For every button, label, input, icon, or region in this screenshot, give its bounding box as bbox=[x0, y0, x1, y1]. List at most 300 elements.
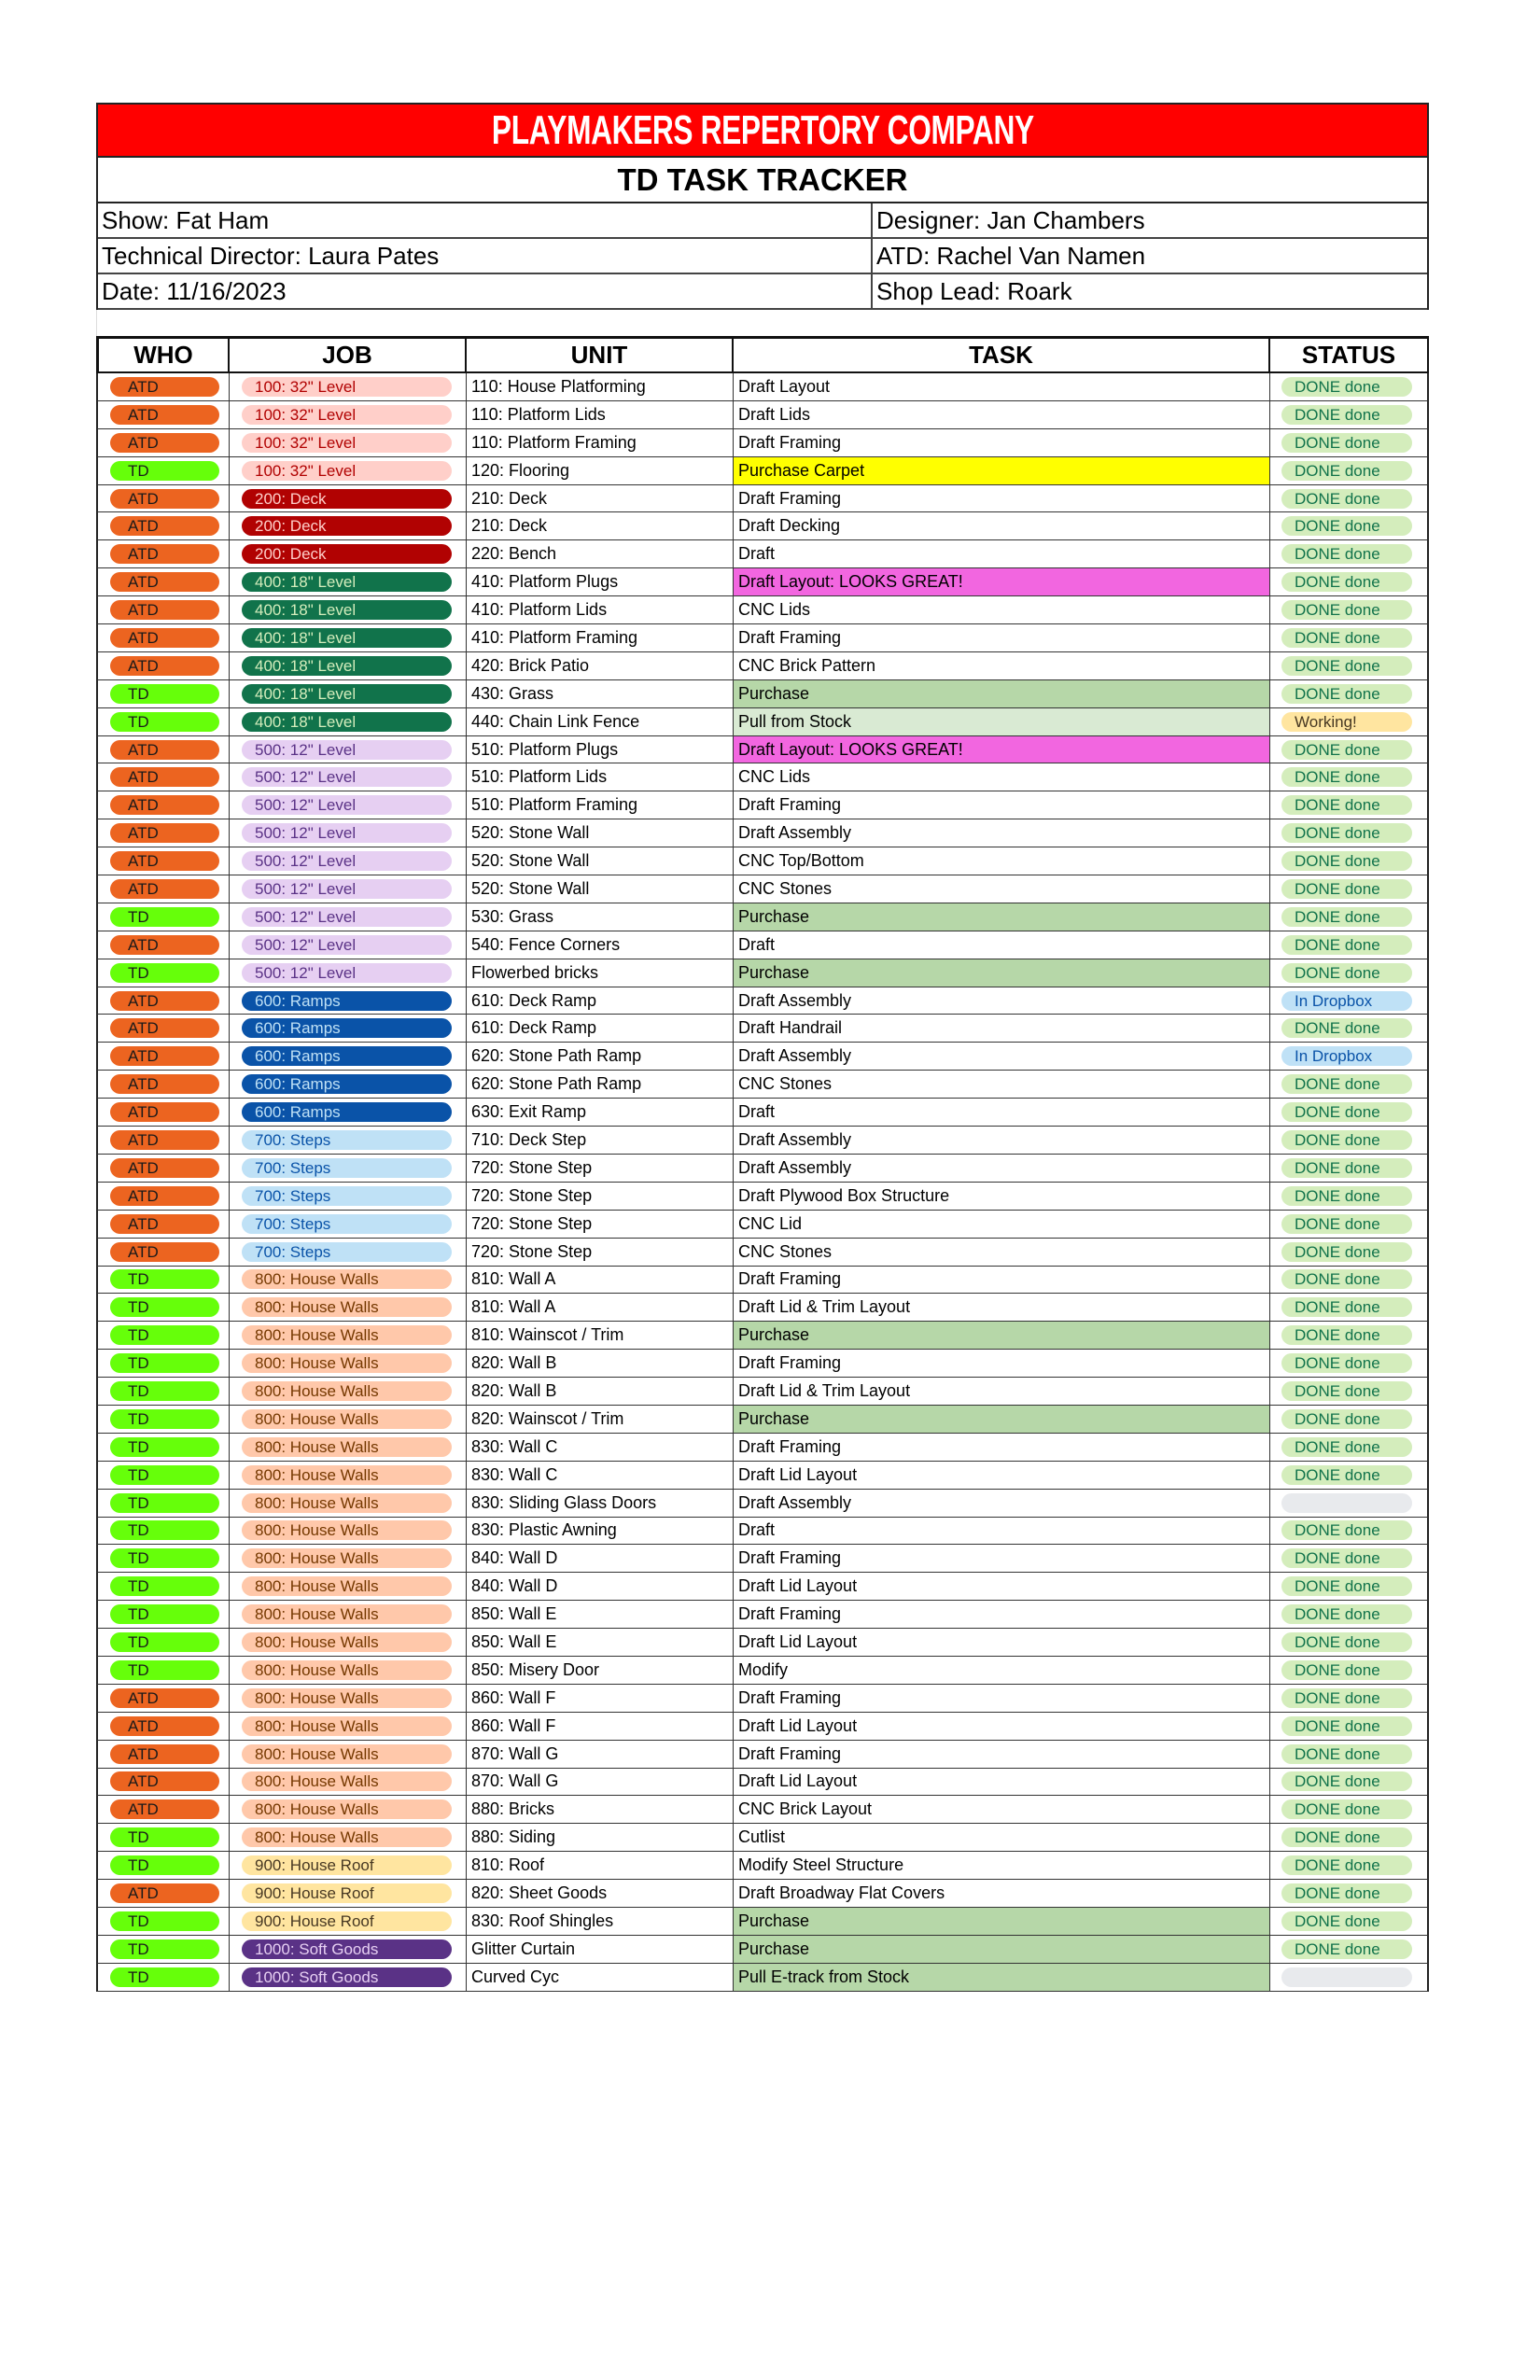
task-cell[interactable] bbox=[734, 1239, 1270, 1267]
who-chip[interactable]: ATD bbox=[110, 628, 219, 648]
who-cell[interactable] bbox=[96, 1713, 230, 1741]
job-chip[interactable]: 700: Steps bbox=[242, 1186, 452, 1206]
who-chip[interactable]: ATD bbox=[110, 823, 219, 843]
who-cell[interactable] bbox=[96, 987, 230, 1015]
status-chip[interactable]: DONE done bbox=[1281, 823, 1412, 843]
unit-cell[interactable] bbox=[467, 1239, 734, 1267]
job-cell[interactable] bbox=[230, 485, 467, 513]
status-cell[interactable] bbox=[1270, 959, 1429, 987]
job-chip[interactable]: 500: 12" Level bbox=[242, 795, 452, 815]
task-cell[interactable] bbox=[734, 1824, 1270, 1852]
job-cell[interactable] bbox=[230, 373, 467, 401]
job-chip[interactable]: 800: House Walls bbox=[242, 1799, 452, 1819]
who-cell[interactable] bbox=[96, 1043, 230, 1071]
job-chip[interactable]: 1000: Soft Goods bbox=[242, 1939, 452, 1959]
job-chip[interactable]: 500: 12" Level bbox=[242, 963, 452, 983]
who-cell[interactable] bbox=[96, 1350, 230, 1378]
who-cell[interactable] bbox=[96, 1071, 230, 1099]
who-chip[interactable]: ATD bbox=[110, 1046, 219, 1066]
unit-cell[interactable] bbox=[467, 1350, 734, 1378]
unit-cell[interactable] bbox=[467, 959, 734, 987]
job-chip[interactable]: 700: Steps bbox=[242, 1242, 452, 1262]
status-cell[interactable] bbox=[1270, 1267, 1429, 1295]
who-cell[interactable] bbox=[96, 485, 230, 513]
status-cell[interactable] bbox=[1270, 847, 1429, 875]
job-cell[interactable] bbox=[230, 1573, 467, 1601]
task-cell[interactable] bbox=[734, 1518, 1270, 1546]
task-cell[interactable] bbox=[734, 1350, 1270, 1378]
task-cell[interactable] bbox=[734, 1015, 1270, 1043]
who-cell[interactable] bbox=[96, 568, 230, 596]
who-chip[interactable]: TD bbox=[110, 1409, 219, 1429]
status-chip[interactable]: DONE done bbox=[1281, 516, 1412, 536]
status-chip[interactable]: DONE done bbox=[1281, 1186, 1412, 1206]
task-cell[interactable] bbox=[734, 875, 1270, 903]
who-chip[interactable]: ATD bbox=[110, 1186, 219, 1206]
unit-cell[interactable] bbox=[467, 401, 734, 429]
unit-cell[interactable] bbox=[467, 791, 734, 819]
status-chip[interactable]: DONE done bbox=[1281, 1409, 1412, 1429]
job-chip[interactable]: 800: House Walls bbox=[242, 1325, 452, 1345]
who-cell[interactable] bbox=[96, 819, 230, 847]
who-cell[interactable] bbox=[96, 1127, 230, 1155]
job-cell[interactable] bbox=[230, 624, 467, 652]
task-cell[interactable] bbox=[734, 1629, 1270, 1657]
who-chip[interactable]: ATD bbox=[110, 740, 219, 760]
status-cell[interactable] bbox=[1270, 373, 1429, 401]
who-cell[interactable] bbox=[96, 596, 230, 624]
task-cell[interactable] bbox=[734, 373, 1270, 401]
job-cell[interactable] bbox=[230, 1378, 467, 1406]
status-chip[interactable]: DONE done bbox=[1281, 684, 1412, 704]
job-cell[interactable] bbox=[230, 1936, 467, 1964]
job-chip[interactable]: 700: Steps bbox=[242, 1214, 452, 1234]
unit-cell[interactable] bbox=[467, 1043, 734, 1071]
job-chip[interactable]: 400: 18" Level bbox=[242, 656, 452, 676]
status-cell[interactable] bbox=[1270, 624, 1429, 652]
who-cell[interactable] bbox=[96, 847, 230, 875]
who-cell[interactable] bbox=[96, 791, 230, 819]
status-cell[interactable] bbox=[1270, 1071, 1429, 1099]
job-chip[interactable]: 800: House Walls bbox=[242, 1465, 452, 1485]
status-chip[interactable]: DONE done bbox=[1281, 1827, 1412, 1847]
status-cell[interactable] bbox=[1270, 1211, 1429, 1239]
unit-cell[interactable] bbox=[467, 1406, 734, 1434]
status-chip[interactable]: DONE done bbox=[1281, 795, 1412, 815]
task-cell[interactable] bbox=[734, 1573, 1270, 1601]
task-cell[interactable] bbox=[734, 540, 1270, 568]
job-chip[interactable]: 600: Ramps bbox=[242, 1074, 452, 1094]
who-cell[interactable] bbox=[96, 1211, 230, 1239]
who-cell[interactable] bbox=[96, 401, 230, 429]
task-cell[interactable] bbox=[734, 401, 1270, 429]
status-cell[interactable] bbox=[1270, 931, 1429, 959]
who-cell[interactable] bbox=[96, 1824, 230, 1852]
job-chip[interactable]: 200: Deck bbox=[242, 489, 452, 509]
unit-cell[interactable] bbox=[467, 1769, 734, 1797]
status-chip[interactable]: DONE done bbox=[1281, 740, 1412, 760]
status-cell[interactable] bbox=[1270, 568, 1429, 596]
unit-cell[interactable] bbox=[467, 1378, 734, 1406]
unit-cell[interactable] bbox=[467, 1796, 734, 1824]
unit-cell[interactable] bbox=[467, 485, 734, 513]
status-cell[interactable] bbox=[1270, 1462, 1429, 1490]
status-chip[interactable]: DONE done bbox=[1281, 1548, 1412, 1568]
who-cell[interactable] bbox=[96, 1267, 230, 1295]
job-cell[interactable] bbox=[230, 1908, 467, 1936]
job-chip[interactable]: 100: 32" Level bbox=[242, 377, 452, 397]
job-chip[interactable]: 900: House Roof bbox=[242, 1855, 452, 1875]
who-chip[interactable]: ATD bbox=[110, 1242, 219, 1262]
who-chip[interactable]: ATD bbox=[110, 1130, 219, 1150]
status-chip[interactable]: DONE done bbox=[1281, 1855, 1412, 1875]
status-chip[interactable]: DONE done bbox=[1281, 1353, 1412, 1373]
unit-cell[interactable] bbox=[467, 708, 734, 736]
status-cell[interactable] bbox=[1270, 791, 1429, 819]
task-cell[interactable] bbox=[734, 485, 1270, 513]
task-cell[interactable] bbox=[734, 1378, 1270, 1406]
status-cell[interactable] bbox=[1270, 1685, 1429, 1713]
job-chip[interactable]: 800: House Walls bbox=[242, 1688, 452, 1708]
who-chip[interactable]: ATD bbox=[110, 656, 219, 676]
who-cell[interactable] bbox=[96, 624, 230, 652]
who-chip[interactable]: TD bbox=[110, 1465, 219, 1485]
status-chip[interactable] bbox=[1281, 1967, 1412, 1987]
status-chip[interactable]: DONE done bbox=[1281, 1688, 1412, 1708]
show-field[interactable]: Show: Fat Ham bbox=[98, 203, 873, 239]
job-chip[interactable]: 500: 12" Level bbox=[242, 740, 452, 760]
unit-cell[interactable] bbox=[467, 1015, 734, 1043]
column-header-task[interactable]: TASK bbox=[734, 337, 1270, 373]
job-cell[interactable] bbox=[230, 1239, 467, 1267]
who-chip[interactable]: ATD bbox=[110, 516, 219, 536]
job-cell[interactable] bbox=[230, 736, 467, 764]
job-cell[interactable] bbox=[230, 1043, 467, 1071]
job-cell[interactable] bbox=[230, 819, 467, 847]
task-cell[interactable] bbox=[734, 1964, 1270, 1992]
status-chip[interactable]: DONE done bbox=[1281, 1074, 1412, 1094]
who-chip[interactable]: ATD bbox=[110, 377, 219, 397]
job-chip[interactable]: 600: Ramps bbox=[242, 1046, 452, 1066]
unit-cell[interactable] bbox=[467, 1908, 734, 1936]
who-cell[interactable] bbox=[96, 680, 230, 708]
who-chip[interactable]: ATD bbox=[110, 1158, 219, 1178]
who-cell[interactable] bbox=[96, 1183, 230, 1211]
status-cell[interactable] bbox=[1270, 1769, 1429, 1797]
job-chip[interactable]: 800: House Walls bbox=[242, 1409, 452, 1429]
job-cell[interactable] bbox=[230, 1462, 467, 1490]
who-cell[interactable] bbox=[96, 1545, 230, 1573]
who-cell[interactable] bbox=[96, 736, 230, 764]
status-cell[interactable] bbox=[1270, 763, 1429, 791]
job-cell[interactable] bbox=[230, 1769, 467, 1797]
who-cell[interactable] bbox=[96, 1378, 230, 1406]
status-cell[interactable] bbox=[1270, 1043, 1429, 1071]
job-chip[interactable]: 800: House Walls bbox=[242, 1381, 452, 1401]
unit-cell[interactable] bbox=[467, 540, 734, 568]
status-chip[interactable]: DONE done bbox=[1281, 963, 1412, 983]
status-chip[interactable]: DONE done bbox=[1281, 1130, 1412, 1150]
unit-cell[interactable] bbox=[467, 1880, 734, 1908]
status-cell[interactable] bbox=[1270, 652, 1429, 680]
job-chip[interactable]: 400: 18" Level bbox=[242, 572, 452, 592]
unit-cell[interactable] bbox=[467, 847, 734, 875]
job-cell[interactable] bbox=[230, 931, 467, 959]
status-chip[interactable]: DONE done bbox=[1281, 1660, 1412, 1680]
task-cell[interactable] bbox=[734, 1071, 1270, 1099]
task-cell[interactable] bbox=[734, 1685, 1270, 1713]
who-chip[interactable]: ATD bbox=[110, 1688, 219, 1708]
job-cell[interactable] bbox=[230, 1211, 467, 1239]
task-cell[interactable] bbox=[734, 1211, 1270, 1239]
status-cell[interactable] bbox=[1270, 1183, 1429, 1211]
unit-cell[interactable] bbox=[467, 1267, 734, 1295]
status-chip[interactable]: Working! bbox=[1281, 712, 1412, 732]
status-chip[interactable]: DONE done bbox=[1281, 1381, 1412, 1401]
job-cell[interactable] bbox=[230, 429, 467, 457]
status-chip[interactable]: DONE done bbox=[1281, 1325, 1412, 1345]
job-chip[interactable]: 800: House Walls bbox=[242, 1604, 452, 1624]
who-cell[interactable] bbox=[96, 1629, 230, 1657]
job-cell[interactable] bbox=[230, 1741, 467, 1769]
unit-cell[interactable] bbox=[467, 1071, 734, 1099]
unit-cell[interactable] bbox=[467, 1294, 734, 1322]
job-chip[interactable]: 800: House Walls bbox=[242, 1660, 452, 1680]
who-cell[interactable] bbox=[96, 1518, 230, 1546]
task-cell[interactable] bbox=[734, 596, 1270, 624]
who-cell[interactable] bbox=[96, 1155, 230, 1183]
who-cell[interactable] bbox=[96, 1657, 230, 1685]
who-chip[interactable]: TD bbox=[110, 1576, 219, 1596]
job-chip[interactable]: 800: House Walls bbox=[242, 1548, 452, 1568]
status-cell[interactable] bbox=[1270, 1824, 1429, 1852]
who-chip[interactable]: TD bbox=[110, 963, 219, 983]
job-chip[interactable]: 800: House Walls bbox=[242, 1297, 452, 1317]
unit-cell[interactable] bbox=[467, 1545, 734, 1573]
job-cell[interactable] bbox=[230, 1127, 467, 1155]
job-cell[interactable] bbox=[230, 1099, 467, 1127]
job-cell[interactable] bbox=[230, 1824, 467, 1852]
job-chip[interactable]: 800: House Walls bbox=[242, 1353, 452, 1373]
who-chip[interactable]: ATD bbox=[110, 544, 219, 564]
job-cell[interactable] bbox=[230, 1183, 467, 1211]
who-chip[interactable]: ATD bbox=[110, 1018, 219, 1038]
job-chip[interactable]: 800: House Walls bbox=[242, 1520, 452, 1540]
status-cell[interactable] bbox=[1270, 512, 1429, 540]
unit-cell[interactable] bbox=[467, 1434, 734, 1462]
job-chip[interactable]: 500: 12" Level bbox=[242, 907, 452, 927]
status-cell[interactable] bbox=[1270, 1350, 1429, 1378]
unit-cell[interactable] bbox=[467, 457, 734, 485]
who-chip[interactable]: TD bbox=[110, 1381, 219, 1401]
job-cell[interactable] bbox=[230, 680, 467, 708]
job-cell[interactable] bbox=[230, 1629, 467, 1657]
status-chip[interactable]: DONE done bbox=[1281, 1158, 1412, 1178]
task-cell[interactable] bbox=[734, 708, 1270, 736]
job-chip[interactable]: 800: House Walls bbox=[242, 1437, 452, 1457]
job-cell[interactable] bbox=[230, 568, 467, 596]
who-chip[interactable]: ATD bbox=[110, 795, 219, 815]
who-chip[interactable]: TD bbox=[110, 1297, 219, 1317]
status-cell[interactable] bbox=[1270, 736, 1429, 764]
who-chip[interactable]: ATD bbox=[110, 935, 219, 955]
status-cell[interactable] bbox=[1270, 1573, 1429, 1601]
task-cell[interactable] bbox=[734, 1852, 1270, 1880]
who-cell[interactable] bbox=[96, 1322, 230, 1350]
who-cell[interactable] bbox=[96, 1796, 230, 1824]
status-chip[interactable]: DONE done bbox=[1281, 656, 1412, 676]
status-cell[interactable] bbox=[1270, 1880, 1429, 1908]
status-chip[interactable]: DONE done bbox=[1281, 1269, 1412, 1289]
unit-cell[interactable] bbox=[467, 1322, 734, 1350]
who-chip[interactable]: TD bbox=[110, 1325, 219, 1345]
status-cell[interactable] bbox=[1270, 1657, 1429, 1685]
unit-cell[interactable] bbox=[467, 1573, 734, 1601]
unit-cell[interactable] bbox=[467, 1518, 734, 1546]
status-chip[interactable]: DONE done bbox=[1281, 433, 1412, 453]
who-chip[interactable]: TD bbox=[110, 1520, 219, 1540]
status-chip[interactable]: In Dropbox bbox=[1281, 991, 1412, 1011]
job-chip[interactable]: 800: House Walls bbox=[242, 1576, 452, 1596]
status-chip[interactable]: DONE done bbox=[1281, 1242, 1412, 1262]
job-chip[interactable]: 700: Steps bbox=[242, 1158, 452, 1178]
task-cell[interactable] bbox=[734, 1741, 1270, 1769]
column-header-job[interactable]: JOB bbox=[230, 337, 467, 373]
job-chip[interactable]: 500: 12" Level bbox=[242, 851, 452, 871]
who-chip[interactable]: TD bbox=[110, 1967, 219, 1987]
job-cell[interactable] bbox=[230, 708, 467, 736]
task-cell[interactable] bbox=[734, 1434, 1270, 1462]
who-chip[interactable]: ATD bbox=[110, 1102, 219, 1122]
who-cell[interactable] bbox=[96, 763, 230, 791]
unit-cell[interactable] bbox=[467, 1099, 734, 1127]
who-chip[interactable]: TD bbox=[110, 1604, 219, 1624]
status-cell[interactable] bbox=[1270, 987, 1429, 1015]
who-cell[interactable] bbox=[96, 652, 230, 680]
task-cell[interactable] bbox=[734, 680, 1270, 708]
who-cell[interactable] bbox=[96, 1685, 230, 1713]
job-cell[interactable] bbox=[230, 1964, 467, 1992]
job-cell[interactable] bbox=[230, 1657, 467, 1685]
status-chip[interactable]: DONE done bbox=[1281, 544, 1412, 564]
who-chip[interactable]: TD bbox=[110, 1548, 219, 1568]
status-cell[interactable] bbox=[1270, 1741, 1429, 1769]
unit-cell[interactable] bbox=[467, 1964, 734, 1992]
who-cell[interactable] bbox=[96, 1573, 230, 1601]
task-cell[interactable] bbox=[734, 1043, 1270, 1071]
status-chip[interactable]: DONE done bbox=[1281, 1465, 1412, 1485]
unit-cell[interactable] bbox=[467, 1462, 734, 1490]
technical-director-field[interactable]: Technical Director: Laura Pates bbox=[98, 239, 873, 274]
status-cell[interactable] bbox=[1270, 1490, 1429, 1518]
who-cell[interactable] bbox=[96, 875, 230, 903]
who-cell[interactable] bbox=[96, 1099, 230, 1127]
job-cell[interactable] bbox=[230, 596, 467, 624]
unit-cell[interactable] bbox=[467, 1713, 734, 1741]
status-chip[interactable]: DONE done bbox=[1281, 377, 1412, 397]
job-cell[interactable] bbox=[230, 1155, 467, 1183]
status-chip[interactable]: DONE done bbox=[1281, 1911, 1412, 1931]
who-cell[interactable] bbox=[96, 540, 230, 568]
job-cell[interactable] bbox=[230, 959, 467, 987]
who-cell[interactable] bbox=[96, 1015, 230, 1043]
status-chip[interactable]: DONE done bbox=[1281, 628, 1412, 648]
status-chip[interactable]: DONE done bbox=[1281, 1799, 1412, 1819]
column-header-who[interactable]: WHO bbox=[96, 337, 230, 373]
status-cell[interactable] bbox=[1270, 708, 1429, 736]
who-cell[interactable] bbox=[96, 708, 230, 736]
who-chip[interactable]: TD bbox=[110, 1939, 219, 1959]
task-cell[interactable] bbox=[734, 1601, 1270, 1629]
status-cell[interactable] bbox=[1270, 1796, 1429, 1824]
task-cell[interactable] bbox=[734, 987, 1270, 1015]
who-cell[interactable] bbox=[96, 1406, 230, 1434]
task-cell[interactable] bbox=[734, 1908, 1270, 1936]
who-chip[interactable]: ATD bbox=[110, 991, 219, 1011]
who-chip[interactable]: ATD bbox=[110, 1771, 219, 1791]
task-cell[interactable] bbox=[734, 457, 1270, 485]
column-header-status[interactable]: STATUS bbox=[1270, 337, 1429, 373]
unit-cell[interactable] bbox=[467, 1155, 734, 1183]
status-cell[interactable] bbox=[1270, 819, 1429, 847]
who-chip[interactable]: TD bbox=[110, 907, 219, 927]
who-cell[interactable] bbox=[96, 959, 230, 987]
unit-cell[interactable] bbox=[467, 819, 734, 847]
who-cell[interactable] bbox=[96, 1908, 230, 1936]
who-chip[interactable]: ATD bbox=[110, 767, 219, 787]
who-cell[interactable] bbox=[96, 1880, 230, 1908]
unit-cell[interactable] bbox=[467, 373, 734, 401]
job-cell[interactable] bbox=[230, 652, 467, 680]
job-cell[interactable] bbox=[230, 847, 467, 875]
who-chip[interactable]: ATD bbox=[110, 489, 219, 509]
job-cell[interactable] bbox=[230, 457, 467, 485]
who-chip[interactable]: ATD bbox=[110, 1214, 219, 1234]
who-chip[interactable]: TD bbox=[110, 1632, 219, 1652]
who-chip[interactable]: ATD bbox=[110, 1799, 219, 1819]
unit-cell[interactable] bbox=[467, 1629, 734, 1657]
task-cell[interactable] bbox=[734, 1713, 1270, 1741]
who-chip[interactable]: TD bbox=[110, 1269, 219, 1289]
job-cell[interactable] bbox=[230, 1350, 467, 1378]
task-cell[interactable] bbox=[734, 429, 1270, 457]
status-chip[interactable] bbox=[1281, 1493, 1412, 1513]
task-cell[interactable] bbox=[734, 1880, 1270, 1908]
who-chip[interactable]: ATD bbox=[110, 1883, 219, 1903]
status-chip[interactable]: DONE done bbox=[1281, 1018, 1412, 1038]
task-cell[interactable] bbox=[734, 1545, 1270, 1573]
job-chip[interactable]: 500: 12" Level bbox=[242, 767, 452, 787]
who-cell[interactable] bbox=[96, 373, 230, 401]
job-cell[interactable] bbox=[230, 1852, 467, 1880]
unit-cell[interactable] bbox=[467, 1936, 734, 1964]
unit-cell[interactable] bbox=[467, 568, 734, 596]
job-cell[interactable] bbox=[230, 903, 467, 931]
who-chip[interactable]: TD bbox=[110, 684, 219, 704]
status-cell[interactable] bbox=[1270, 1713, 1429, 1741]
status-chip[interactable]: DONE done bbox=[1281, 1771, 1412, 1791]
task-cell[interactable] bbox=[734, 931, 1270, 959]
status-chip[interactable]: DONE done bbox=[1281, 851, 1412, 871]
status-cell[interactable] bbox=[1270, 1964, 1429, 1992]
date-field[interactable]: Date: 11/16/2023 bbox=[98, 274, 873, 310]
status-chip[interactable]: DONE done bbox=[1281, 907, 1412, 927]
task-cell[interactable] bbox=[734, 959, 1270, 987]
job-chip[interactable]: 800: House Walls bbox=[242, 1269, 452, 1289]
unit-cell[interactable] bbox=[467, 1824, 734, 1852]
job-chip[interactable]: 500: 12" Level bbox=[242, 935, 452, 955]
designer-field[interactable]: Designer: Jan Chambers bbox=[873, 203, 1427, 239]
